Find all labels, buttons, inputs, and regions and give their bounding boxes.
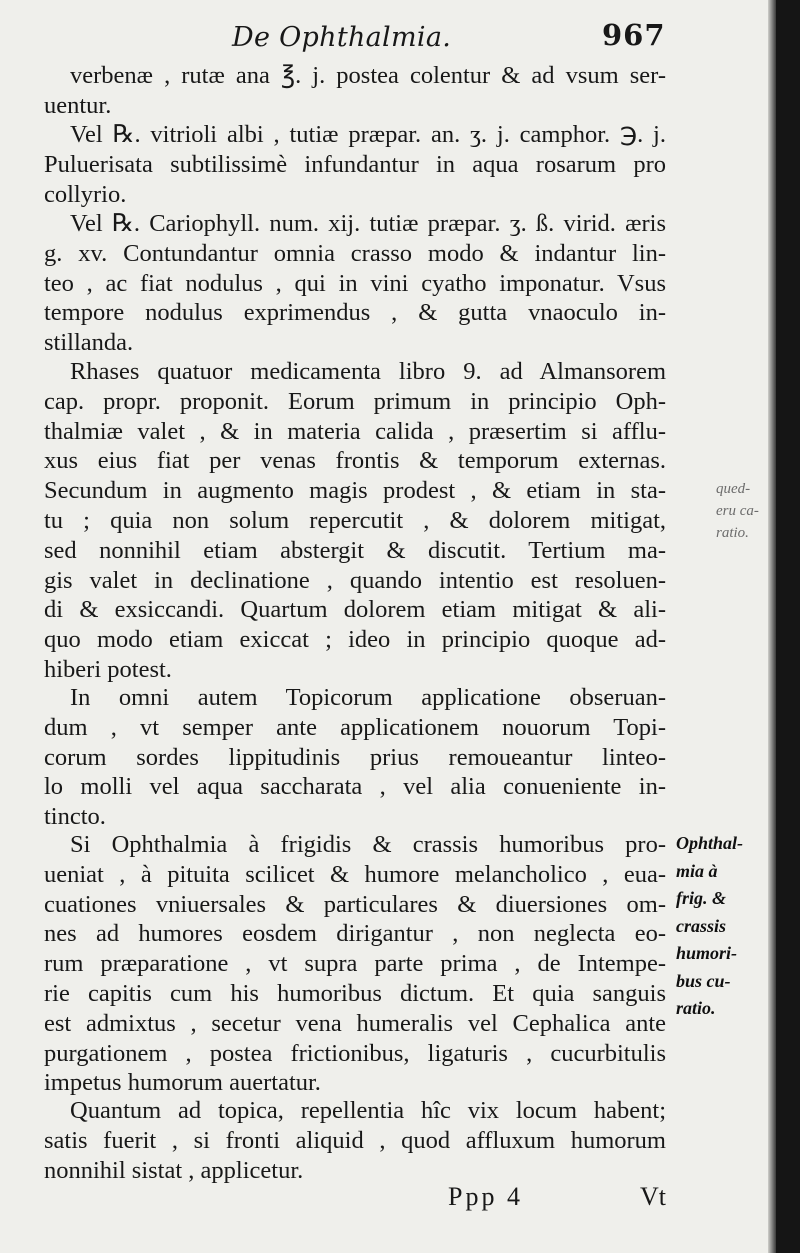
margin-note-line: frig. &: [676, 888, 727, 908]
text-line: cuationes vniuersales & particulares & diuersiones om-: [44, 890, 666, 918]
text-line: sed nonnihil etiam abstergit & discutit. Tertium ma-: [44, 536, 666, 564]
margin-note-line: ratio.: [676, 998, 716, 1018]
text-line: Si Ophthalmia à frigidis & crassis humoribus pro-: [70, 831, 666, 858]
text-line: corum sordes lippitudinis prius remoueantur linteo-: [44, 743, 666, 771]
text-line: xus eius fiat per venas frontis & temporum externas.: [44, 447, 666, 475]
text-line: tincto.: [44, 803, 106, 831]
text-line: lo molli vel aqua saccharata , vel alia conueniente in-: [44, 773, 666, 801]
text-line: collyrio.: [44, 180, 127, 208]
text-line: purgationem , postea frictionibus, ligaturis , cucurbitulis: [44, 1039, 666, 1067]
text-line: nonnihil sistat , applicetur.: [44, 1156, 304, 1184]
faint-margin-note-line: eru ca-: [716, 503, 759, 519]
paragraph-2: [44, 120, 666, 209]
text-line: rum præparatione , vt supra parte prima , de Intempe-: [44, 950, 666, 978]
signature-mark: Ppp 4: [448, 1182, 523, 1211]
paragraph-1: [44, 61, 666, 121]
paragraph-6: [44, 830, 666, 1098]
page-number: 967: [602, 18, 666, 52]
text-line: Vel ℞. vitrioli albi , tutiæ præpar. an. ʒ. j. camphor. ℈. j.: [70, 121, 666, 148]
text-line: Rhases quatuor medicamenta libro 9. ad Almansorem: [70, 358, 666, 385]
text-line: hiberi potest.: [44, 655, 172, 683]
text-line: teo , ac fiat nodulus , qui in vini cyatho imponatur. Vsus: [44, 269, 666, 297]
text-line: thalmiæ valet , & in materia calida , præsertim si afflu-: [44, 417, 666, 445]
margin-note-line: Ophthal-: [676, 833, 744, 853]
text-line: satis fuerit , si fronti aliquid , quod affluxum humorum: [44, 1126, 666, 1154]
text-line: impetus humorum auertatur.: [44, 1069, 321, 1097]
faint-margin-note-line: ratio.: [716, 525, 749, 541]
faint-margin-note: [716, 478, 776, 544]
running-header-title: De Ophthalmia.: [232, 22, 452, 53]
text-line: cap. propr. proponit. Eorum primum in principio Oph-: [44, 387, 666, 415]
text-line: tempore nodulus exprimendus , & gutta vnaoculo in-: [44, 299, 666, 327]
text-line: est admixtus , secetur vena humeralis vel Cephalica ante: [44, 1009, 666, 1037]
text-line: quo modo etiam exiccat ; ideo in principio quoque ad-: [44, 626, 666, 654]
text-line: nes ad humores eosdem dirigantur , non neglecta eo-: [44, 920, 666, 948]
margin-note-line: crassis: [676, 915, 727, 936]
text-line: Puluerisata subtilissimè infundantur in aqua rosarum pro: [44, 150, 666, 178]
paragraph-7: [44, 1096, 666, 1185]
text-line: uentur.: [44, 91, 112, 119]
text-line: Vel ℞. Cariophyll. num. xij. tutiæ præpar. ʒ. ß. virid. æris: [70, 210, 666, 237]
margin-note-line: bus cu-: [676, 970, 731, 991]
text-line: stillanda.: [44, 329, 134, 357]
text-line: di & exsiccandi. Quartum dolorem etiam mitigat & ali-: [44, 596, 666, 624]
faint-margin-note-line: qued-: [716, 481, 751, 497]
text-line: dum , vt semper ante applicationem nouorum Topi-: [44, 713, 666, 741]
margin-note-line: humori-: [676, 943, 738, 963]
text-line: tu ; quia non solum repercutit , & dolorem mitigat,: [44, 506, 666, 534]
paragraph-4: [44, 357, 666, 685]
text-line: Secundum in augmento magis prodest , & etiam in sta-: [44, 477, 666, 505]
catchword: Vt: [640, 1182, 666, 1211]
text-line: Quantum ad topica, repellentia hîc vix locum habent;: [70, 1097, 666, 1124]
text-line: rie capitis cum his humoribus dictum. Et quia sanguis: [44, 979, 666, 1007]
page-edge-shadow: [776, 0, 800, 1253]
text-line: g. xv. Contundantur omnia crasso modo & indantur lin-: [44, 239, 666, 267]
text-line: ueniat , à pituita scilicet & humore melancholico , eua-: [44, 860, 666, 888]
paragraph-5: [44, 683, 666, 832]
margin-note-line: mia à: [676, 860, 718, 881]
margin-note: [676, 830, 768, 1023]
paragraph-3: [44, 209, 666, 358]
text-line: verbenæ , rutæ ana ℥. j. postea colentur & ad vsum ser-: [70, 62, 666, 89]
text-line: gis valet in declinatione , quando intentio est resoluen-: [44, 566, 666, 594]
text-line: In omni autem Topicorum applicatione obseruan-: [70, 684, 666, 711]
